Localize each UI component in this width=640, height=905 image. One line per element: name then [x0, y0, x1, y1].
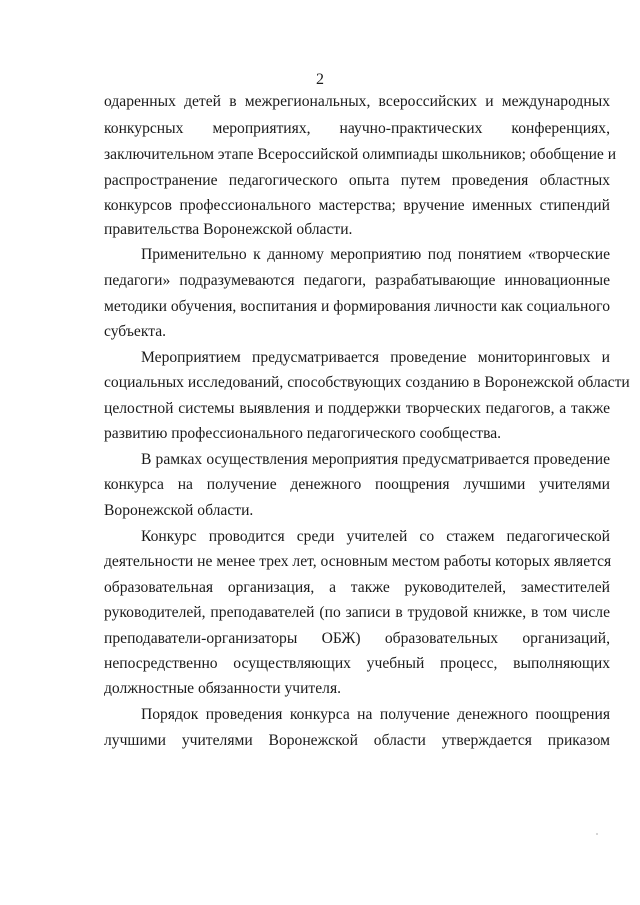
text-line: одаренных детей в межрегиональных, всероссийских и международных: [104, 93, 610, 110]
scan-artifact: [596, 833, 598, 835]
text-line: развитию профессионального педагогического сообщества.: [104, 425, 502, 442]
text-line: субъекта.: [104, 323, 167, 340]
text-line: образовательная организация, а также руководителей, заместителей: [104, 579, 610, 596]
text-line: руководителей, преподавателей (по записи в трудовой книжке, в том числе: [104, 604, 610, 621]
text-line: преподаватели-организаторы ОБЖ) образовательных организаций,: [104, 630, 610, 647]
text-line: Мероприятием предусматривается проведение мониторинговых и: [141, 349, 610, 366]
text-line: Воронежской области.: [104, 502, 254, 519]
text-line: лучшими учителями Воронежской области утверждается приказом: [104, 732, 610, 749]
text-line: конкурсов профессионального мастерства; вручение именных стипендий: [104, 197, 610, 214]
text-line: конкурса на получение денежного поощрения лучшими учителями: [104, 476, 610, 493]
text-line: социальных исследований, способствующих созданию в Воронежской области: [104, 374, 630, 391]
text-line: деятельности не менее трех лет, основным местом работы которых является: [104, 553, 612, 570]
text-line: Конкурс проводится среди учителей со стажем педагогической: [141, 528, 610, 545]
text-line: Применительно к данному мероприятию под понятием «творческие: [141, 246, 610, 263]
text-line: целостной системы выявления и поддержки творческих педагогов, а также: [104, 400, 610, 417]
text-line: педагоги» подразумеваются педагоги, разрабатывающие инновационные: [104, 272, 610, 289]
text-line: Порядок проведения конкурса на получение денежного поощрения: [141, 706, 610, 723]
text-line: непосредственно осуществляющих учебный процесс, выполняющих: [104, 655, 610, 672]
text-line: заключительном этапе Всероссийской олимпиады школьников; обобщение и: [104, 146, 617, 163]
text-line: распространение педагогического опыта путем проведения областных: [104, 172, 610, 189]
text-line: методики обучения, воспитания и формирования личности как социального: [104, 298, 610, 315]
page-number: 2: [316, 71, 324, 88]
text-line: должностные обязанности учителя.: [104, 680, 342, 697]
text-line: конкурсных мероприятиях, научно-практических конференциях,: [104, 120, 610, 137]
text-line: В рамках осуществления мероприятия предусматривается проведение: [141, 451, 610, 468]
text-line: правительства Воронежской области.: [104, 221, 353, 238]
